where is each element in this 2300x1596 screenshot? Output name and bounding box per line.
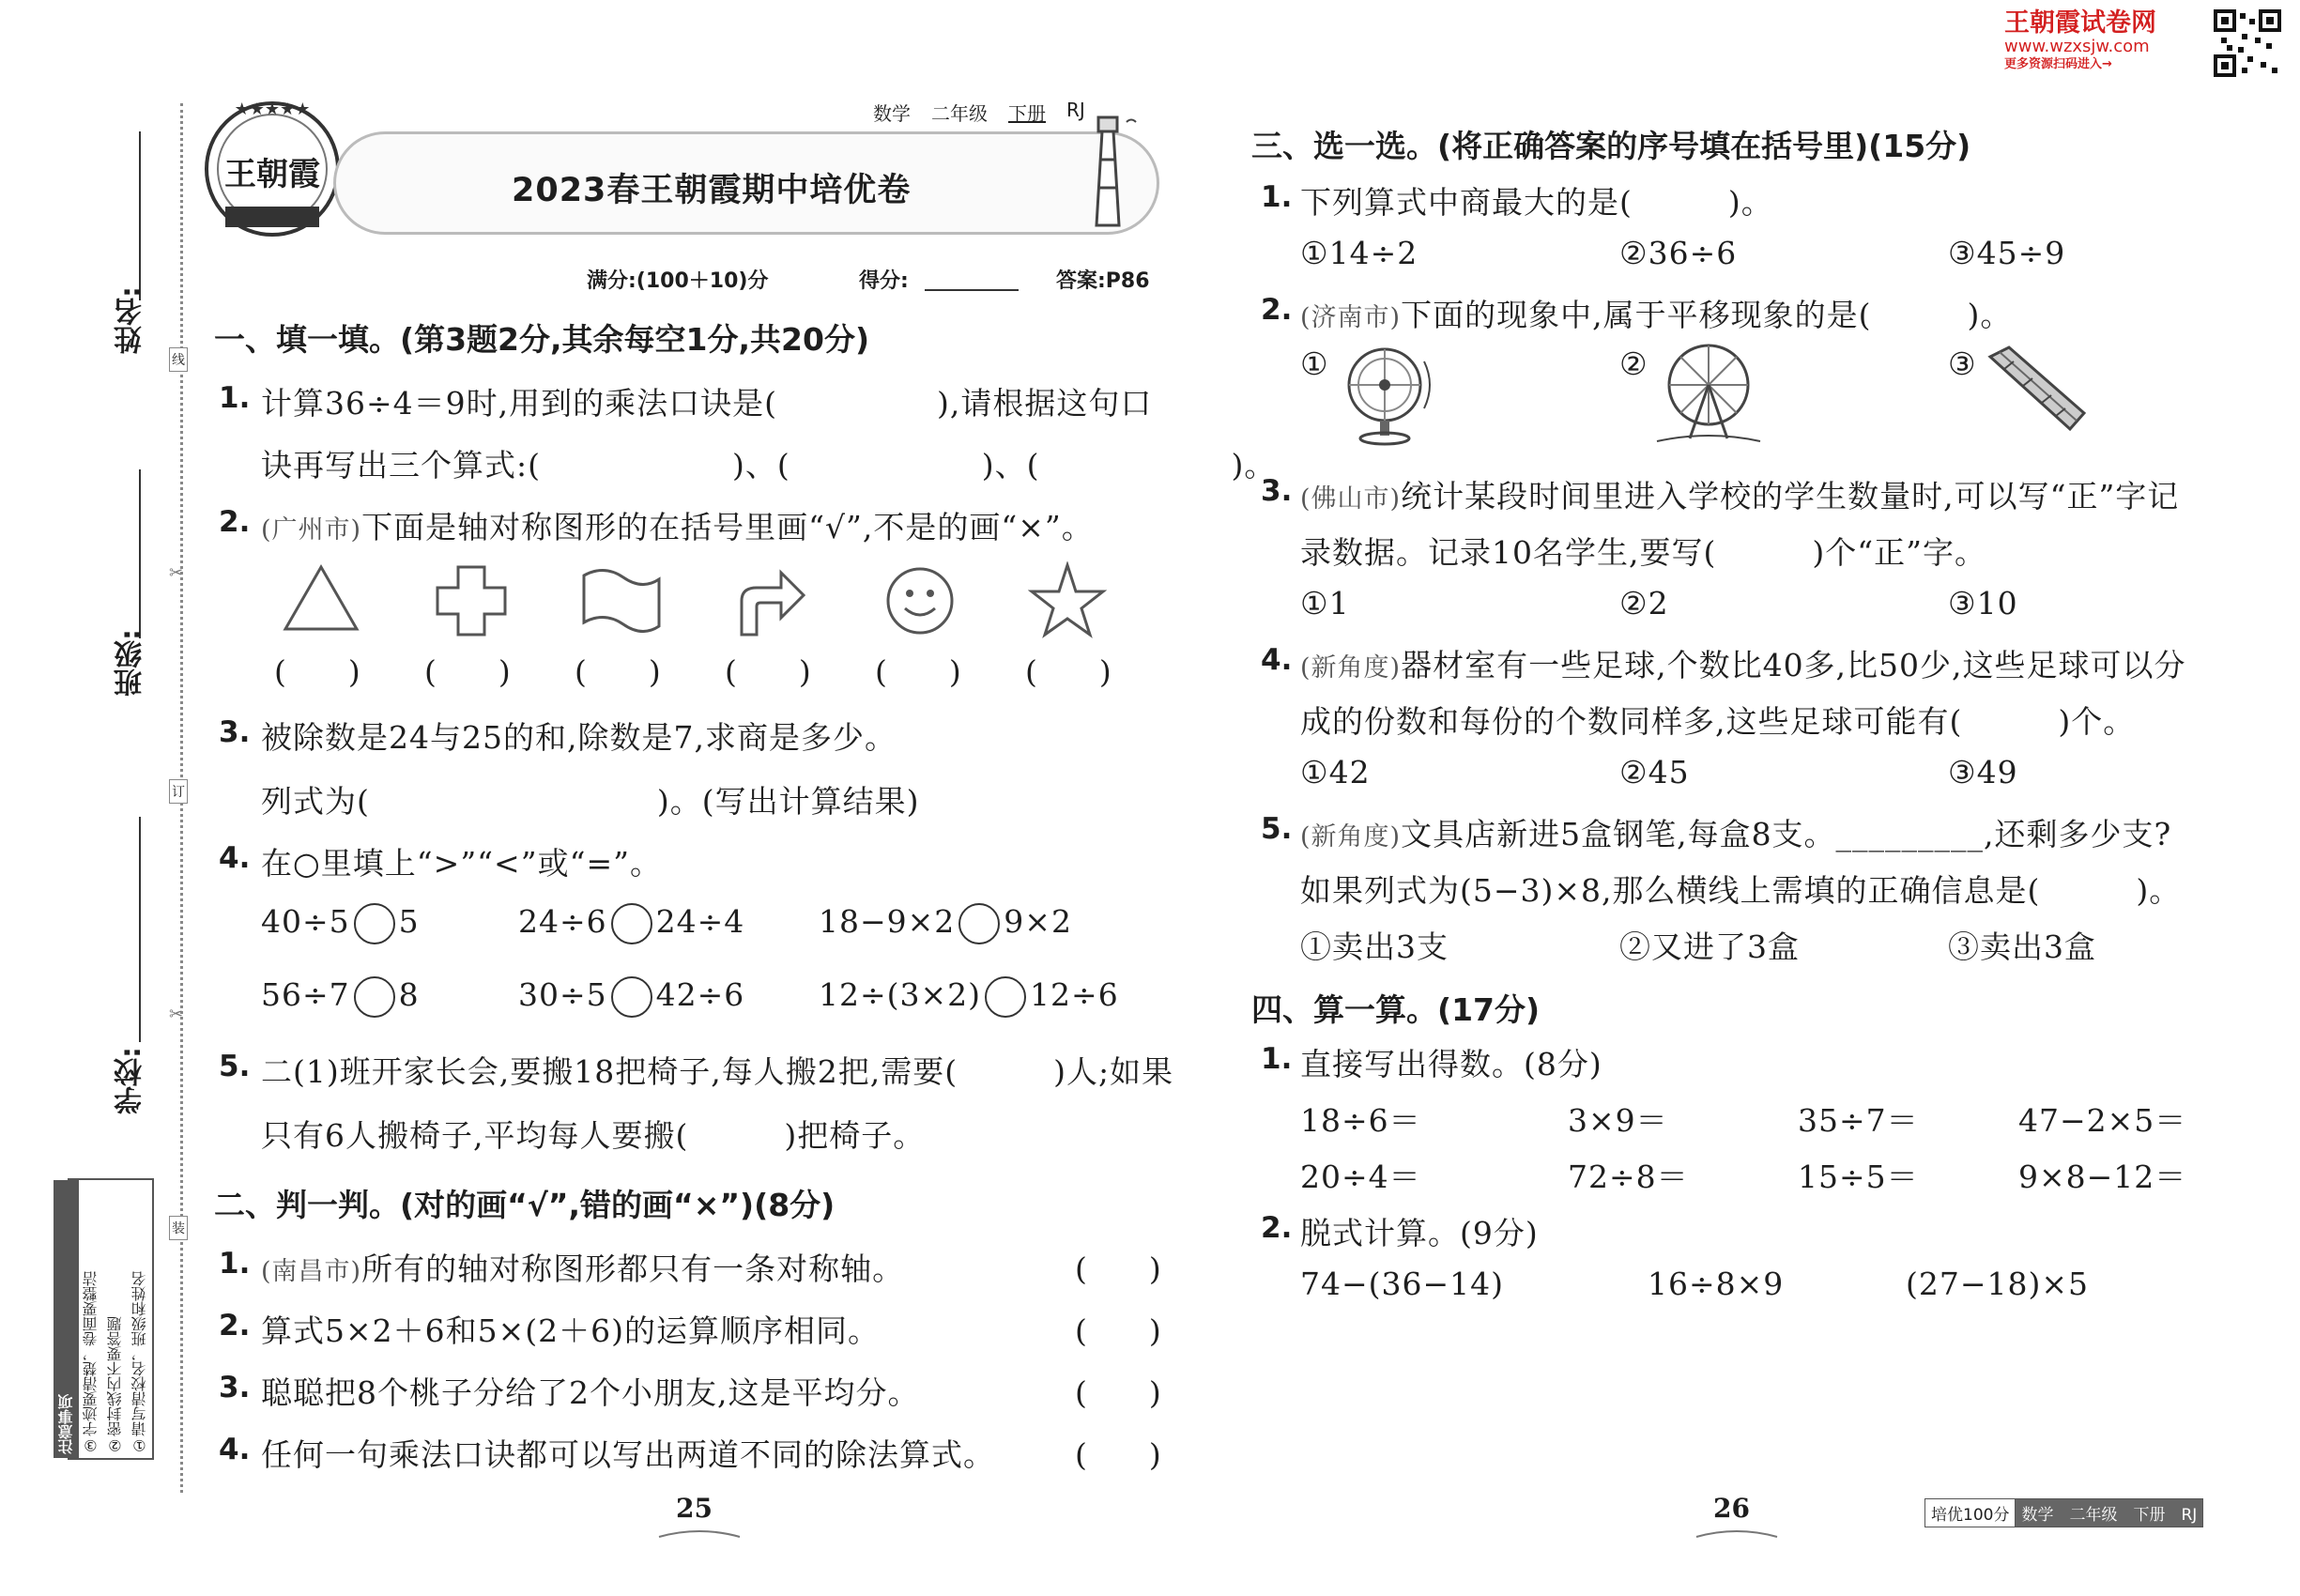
footer-badge xyxy=(1924,1498,2203,1527)
s1-q1-line1: 计算36÷4＝9时,用到的乘法口诀是( ),请根据这句口 xyxy=(261,385,1153,422)
star-shape xyxy=(1028,561,1107,642)
s3-q1-opt-1[interactable]: ①14÷2 xyxy=(1300,235,1418,271)
compare-item-4: 56÷7 8 xyxy=(261,976,420,1018)
judge-item-4: 任何一句乘法口诀都可以写出两道不同的除法算式。 xyxy=(261,1436,995,1473)
oral-item-3: 35÷7＝ xyxy=(1798,1102,1919,1139)
section3-title: 三、选一选。(将正确答案的序号填在括号里)(15分) xyxy=(1251,128,1971,164)
notice-title: 注意事项 xyxy=(54,1180,79,1458)
section4-title: 四、算一算。(17分) xyxy=(1251,991,1541,1028)
score-label: 得分: xyxy=(859,269,909,293)
judge-paren-4[interactable]: ( ) xyxy=(1075,1436,1161,1473)
s3-q5-opt-1[interactable]: ①卖出3支 xyxy=(1300,928,1449,965)
logo-badge xyxy=(202,94,343,244)
oral-item-2: 3×9＝ xyxy=(1568,1102,1668,1139)
s3-q2: (济南市)下面的现象中,属于平移现象的是( )。 xyxy=(1300,297,2013,333)
oral-item-8: 9×8−12＝ xyxy=(2018,1159,2187,1195)
oral-item-5: 20÷4＝ xyxy=(1300,1159,1421,1195)
s3-q1-opt-3[interactable]: ③45÷9 xyxy=(1948,235,2066,271)
page-number-right: 26 xyxy=(1713,1493,1750,1524)
answer-ref: 答案:P86 xyxy=(1056,269,1150,293)
notice-box xyxy=(57,1178,154,1460)
cut-mark-bottom: 装 xyxy=(169,1216,188,1240)
s1-q1-line2: 诀再写出三个算式:( )、( )、( )。 xyxy=(261,447,1277,483)
page-ornament-left xyxy=(657,1528,742,1546)
header-tags xyxy=(873,99,1085,126)
badge-label: 培优100分 xyxy=(1925,1499,2016,1527)
notice-item-3: ③字迹要清楚，卷面要整洁 xyxy=(82,1271,100,1454)
logo-text: 王朝霞 xyxy=(224,156,320,193)
page-title: 2023春王朝霞期中培优卷 xyxy=(512,172,912,209)
s3-q3-line2: 录数据。记录10名学生,要写( )个“正”字。 xyxy=(1300,534,1986,571)
compare-item-6: 12÷(3×2) 12÷6 xyxy=(819,976,1119,1018)
compare-circle[interactable] xyxy=(958,903,1000,944)
compare-circle[interactable] xyxy=(354,903,395,944)
calc-number-1: 1. xyxy=(1261,1042,1293,1076)
s3-q5-line1: (新角度)文具店新进5盒钢笔,每盒8支。_________,还剩多少支? xyxy=(1300,816,2172,852)
q5-number: 5. xyxy=(219,1050,251,1083)
s1-q2-text: 下面是轴对称图形的在括号里画“√”,不是的画“×”。 xyxy=(361,509,1094,545)
s3-q3-opt-2[interactable]: ②2 xyxy=(1619,585,1669,622)
compare-circle[interactable] xyxy=(985,976,1026,1018)
s3-q4-opt-2[interactable]: ②45 xyxy=(1619,754,1690,790)
section2-title: 二、判一判。(对的画“√”,错的画“×”)(8分) xyxy=(214,1187,836,1223)
tag-volume: 下册 xyxy=(1008,102,1046,125)
judge-item-2: 算式5×2＋6和5×(2＋6)的运算顺序相同。 xyxy=(261,1312,881,1349)
fan-image xyxy=(1338,343,1441,446)
s1-q5-line2: 只有6人搬椅子,平均每人要搬( )把椅子。 xyxy=(261,1117,926,1154)
judge-item-3: 聪聪把8个桃子分给了2个小朋友,这是平均分。 xyxy=(261,1374,920,1411)
name-underline[interactable] xyxy=(139,131,141,300)
answer-paren-4[interactable]: ( ) xyxy=(725,653,811,690)
judge-number-1: 1. xyxy=(219,1247,251,1281)
compare-circle[interactable] xyxy=(611,976,652,1018)
turn-arrow-shape xyxy=(732,563,807,642)
answer-paren-3[interactable]: ( ) xyxy=(575,653,661,690)
s3-q2-opt-1[interactable]: ① xyxy=(1300,345,1329,382)
scissors-icon: ✂ xyxy=(169,1005,184,1024)
compare-circle[interactable] xyxy=(354,976,395,1018)
judge-paren-3[interactable]: ( ) xyxy=(1075,1374,1161,1411)
s1-q5-line1: 二(1)班开家长会,要搬18把椅子,每人搬2把,需要( )人;如果 xyxy=(261,1053,1174,1090)
s4-q2-title: 脱式计算。(9分) xyxy=(1300,1215,1539,1251)
judge-item-1: (南昌市)所有的轴对称图形都只有一条对称轴。 xyxy=(261,1251,905,1287)
cut-mark-mid: 订 xyxy=(169,779,188,804)
judge-number-2: 2. xyxy=(219,1309,251,1343)
oral-item-4: 47−2×5＝ xyxy=(2018,1102,2187,1139)
ferris-wheel-image xyxy=(1652,340,1765,448)
site-brand xyxy=(2004,9,2206,73)
oral-item-6: 72÷8＝ xyxy=(1568,1159,1689,1195)
score-field[interactable] xyxy=(925,289,1019,291)
q3-number: 3. xyxy=(219,715,251,749)
answer-paren-1[interactable]: ( ) xyxy=(274,653,360,690)
choice-number-5: 5. xyxy=(1261,812,1293,846)
compare-item-2: 24÷6 24÷4 xyxy=(518,903,744,944)
s1-q3-line1: 被除数是24与25的和,除数是7,求商是多少。 xyxy=(261,719,897,756)
q1-number: 1. xyxy=(219,381,251,415)
svg-text:★★★★★: ★★★★★ xyxy=(234,100,311,119)
s3-q4-opt-1[interactable]: ①42 xyxy=(1300,754,1371,790)
s3-q1-text: 下列算式中商最大的是( )。 xyxy=(1300,184,1773,221)
choice-number-2: 2. xyxy=(1261,293,1293,327)
answer-paren-5[interactable]: ( ) xyxy=(875,653,961,690)
notice-item-2: ②密封线内不要答题 xyxy=(106,1316,124,1454)
s1-q2-city: (广州市) xyxy=(261,515,362,545)
oral-item-7: 15÷5＝ xyxy=(1798,1159,1919,1195)
tag-subject: 数学 xyxy=(873,102,911,125)
q2-number: 2. xyxy=(219,505,251,539)
s1-q3-line2: 列式为( )。(写出计算结果) xyxy=(261,783,920,820)
s3-q5-opt-3[interactable]: ③卖出3盒 xyxy=(1948,928,2096,965)
s3-q3-opt-3[interactable]: ③10 xyxy=(1948,585,2018,622)
tag-edition: RJ xyxy=(1066,99,1085,121)
cut-mark-top: 线 xyxy=(169,347,188,372)
s4-q1-title: 直接写出得数。(8分) xyxy=(1300,1046,1602,1082)
badge-info: 数学 二年级 下册 RJ xyxy=(2016,1499,2202,1527)
s3-q2-opt-3[interactable]: ③ xyxy=(1948,345,1977,382)
compare-item-5: 30÷5 42÷6 xyxy=(518,976,744,1018)
judge-number-4: 4. xyxy=(219,1433,251,1466)
calc-number-2: 2. xyxy=(1261,1211,1293,1245)
s3-q3-opt-1[interactable]: ①1 xyxy=(1300,585,1350,622)
judge-paren-2[interactable]: ( ) xyxy=(1075,1312,1161,1349)
flag-shape xyxy=(578,568,665,642)
stepwise-item-2: 16÷8×9 xyxy=(1648,1266,1785,1302)
choice-number-3: 3. xyxy=(1261,474,1293,508)
stepwise-item-1: 74−(36−14) xyxy=(1300,1266,1505,1302)
page-number-left: 25 xyxy=(676,1493,713,1524)
scissors-icon: ✂ xyxy=(169,563,184,583)
compare-item-3: 18−9×2 9×2 xyxy=(819,903,1072,944)
s3-q5-line2: 如果列式为(5−3)×8,那么横线上需填的正确信息是( )。 xyxy=(1300,872,2182,909)
choice-number-4: 4. xyxy=(1261,643,1293,677)
answer-paren-2[interactable]: ( ) xyxy=(424,653,511,690)
section1-title: 一、填一填。(第3题2分,其余每空1分,共20分) xyxy=(214,321,870,358)
notice-item-1: ①请写清校名，班级和姓名 xyxy=(130,1271,148,1454)
page-ornament-right xyxy=(1694,1528,1779,1546)
school-underline[interactable] xyxy=(139,817,141,1042)
s1-q2 xyxy=(261,503,1094,547)
name-label: 姓名: xyxy=(115,286,147,354)
judge-paren-1[interactable]: ( ) xyxy=(1075,1251,1161,1287)
class-label: 班级: xyxy=(115,629,147,697)
smiley-shape xyxy=(882,563,958,642)
escalator-image xyxy=(1981,343,2093,446)
tag-grade: 二年级 xyxy=(931,102,988,125)
judge-number-3: 3. xyxy=(219,1371,251,1404)
oral-item-1: 18÷6＝ xyxy=(1300,1102,1421,1139)
s3-q4-line1: (新角度)器材室有一些足球,个数比40多,比50少,这些足球可以分 xyxy=(1300,647,2186,683)
cross-shape xyxy=(434,563,509,642)
site-url: www.wzxsjw.com xyxy=(2004,37,2150,56)
s3-q2-opt-2[interactable]: ② xyxy=(1619,345,1648,382)
s3-q3-line1: (佛山市)统计某段时间里进入学校的学生数量时,可以写“正”字记 xyxy=(1300,478,2180,514)
site-note: 更多资源扫码进入→ xyxy=(2004,57,2112,71)
s3-q4-line2: 成的份数和每份的个数同样多,这些足球可能有( )个。 xyxy=(1300,703,2136,740)
s3-q5-opt-2[interactable]: ②又进了3盒 xyxy=(1619,928,1800,965)
s3-q1-opt-2[interactable]: ②36÷6 xyxy=(1619,235,1738,271)
compare-circle[interactable] xyxy=(611,903,652,944)
full-score: 满分:(100＋10)分 xyxy=(587,269,769,293)
triangle-shape xyxy=(282,563,360,637)
answer-paren-6[interactable]: ( ) xyxy=(1025,653,1112,690)
compare-item-1: 40÷5 5 xyxy=(261,903,420,944)
stepwise-item-3: (27−18)×5 xyxy=(1906,1266,2090,1302)
s3-q4-opt-3[interactable]: ③49 xyxy=(1948,754,2018,790)
qr-code-icon[interactable] xyxy=(2214,9,2281,77)
site-name: 王朝霞试卷网 xyxy=(2004,8,2156,38)
s1-q4-text: 在○里填上“>”“<”或“=”。 xyxy=(261,845,662,882)
school-label: 学校: xyxy=(115,1047,147,1114)
choice-number-1: 1. xyxy=(1261,180,1293,214)
class-underline[interactable] xyxy=(139,469,141,638)
q4-number: 4. xyxy=(219,841,251,875)
